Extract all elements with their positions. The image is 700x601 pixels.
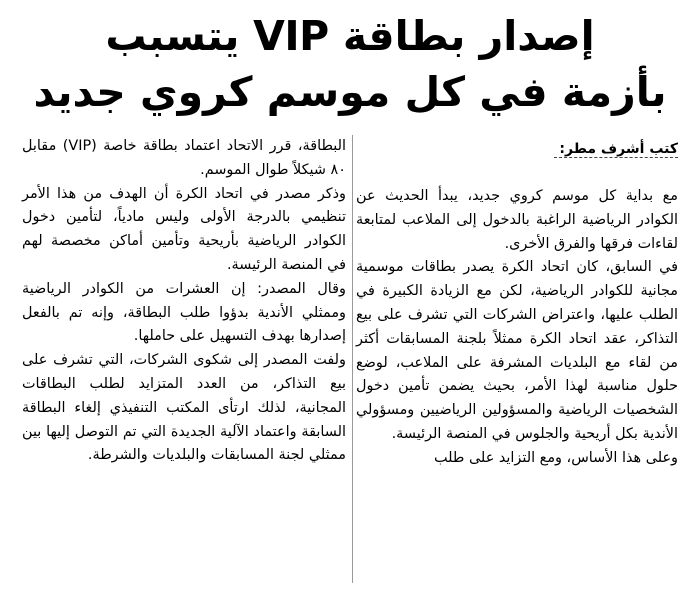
byline-rule	[554, 157, 678, 158]
headline	[20, 8, 680, 120]
headline-line-2: بأزمة في كل موسم كروي جديد	[33, 68, 667, 116]
article-column-right	[356, 185, 678, 471]
column-divider	[352, 135, 353, 583]
paragraph: في السابق، كان اتحاد الكرة يصدر بطاقات موسمية مجانية للكوادر الرياضية، لكن مع الزيادة الكبيرة في الطلب عليها، واعتراض الشركات التي تشرف على بيع التذاكر، عقد اتحاد الكرة ممثلاً بلجنة المسابقات أكثر من لقاء مع البلديات المشرفة على الملاعب، لوضع حلول مناسبة لهذا الأمر، بحيث يضمن تأمين دخول الشخصيات الرياضية والمسؤولين الرياضيين ومسؤولي الأندية بكل أريحية والجلوس في المنصة الرئيسة.	[356, 259, 678, 442]
paragraph: ولفت المصدر إلى شكوى الشركات، التي تشرف على بيع التذاكر، من العدد المتزايد لطلب البطاقات المجانية، لذلك ارتأى المكتب التنفيذي إلغاء البطاقة السابقة واعتماد الآلية الجديدة التي تم التوصل إليها بين ممثلي لجنة المسابقات والبلديات والشرطة.	[22, 352, 346, 464]
headline-line-1: إصدار بطاقة VIP يتسبب	[105, 12, 595, 60]
paragraph: وذكر مصدر في اتحاد الكرة أن الهدف من هذا الأمر تنظيمي بالدرجة الأولى وليس مادياً، لتأمين دخول الكوادر الرياضية بأريحية وتأمين أماكن مخصصة لهم في المنصة الرئيسة.	[22, 185, 346, 273]
byline: كتب أشرف مطر:	[559, 141, 678, 157]
paragraph: وعلى هذا الأساس، ومع التزايد على طلب	[434, 449, 678, 466]
paragraph: مع بداية كل موسم كروي جديد، يبدأ الحديث عن الكوادر الرياضية الراغبة بالدخول إلى الملاعب لمتابعة لقاءات فرقها والفرق الأخرى.	[356, 188, 678, 252]
paragraph: وقال المصدر: إن العشرات من الكوادر الرياضية وممثلي الأندية بدؤوا طلب البطاقة، وإنه تم بالفعل إصدارها بهدف التسهيل على حاملها.	[22, 280, 346, 345]
article-column-left	[22, 135, 346, 468]
paragraph: البطاقة، قرر الاتحاد اعتماد بطاقة خاصة (VIP) مقابل ٨٠ شيكلاً طوال الموسم.	[22, 138, 346, 178]
